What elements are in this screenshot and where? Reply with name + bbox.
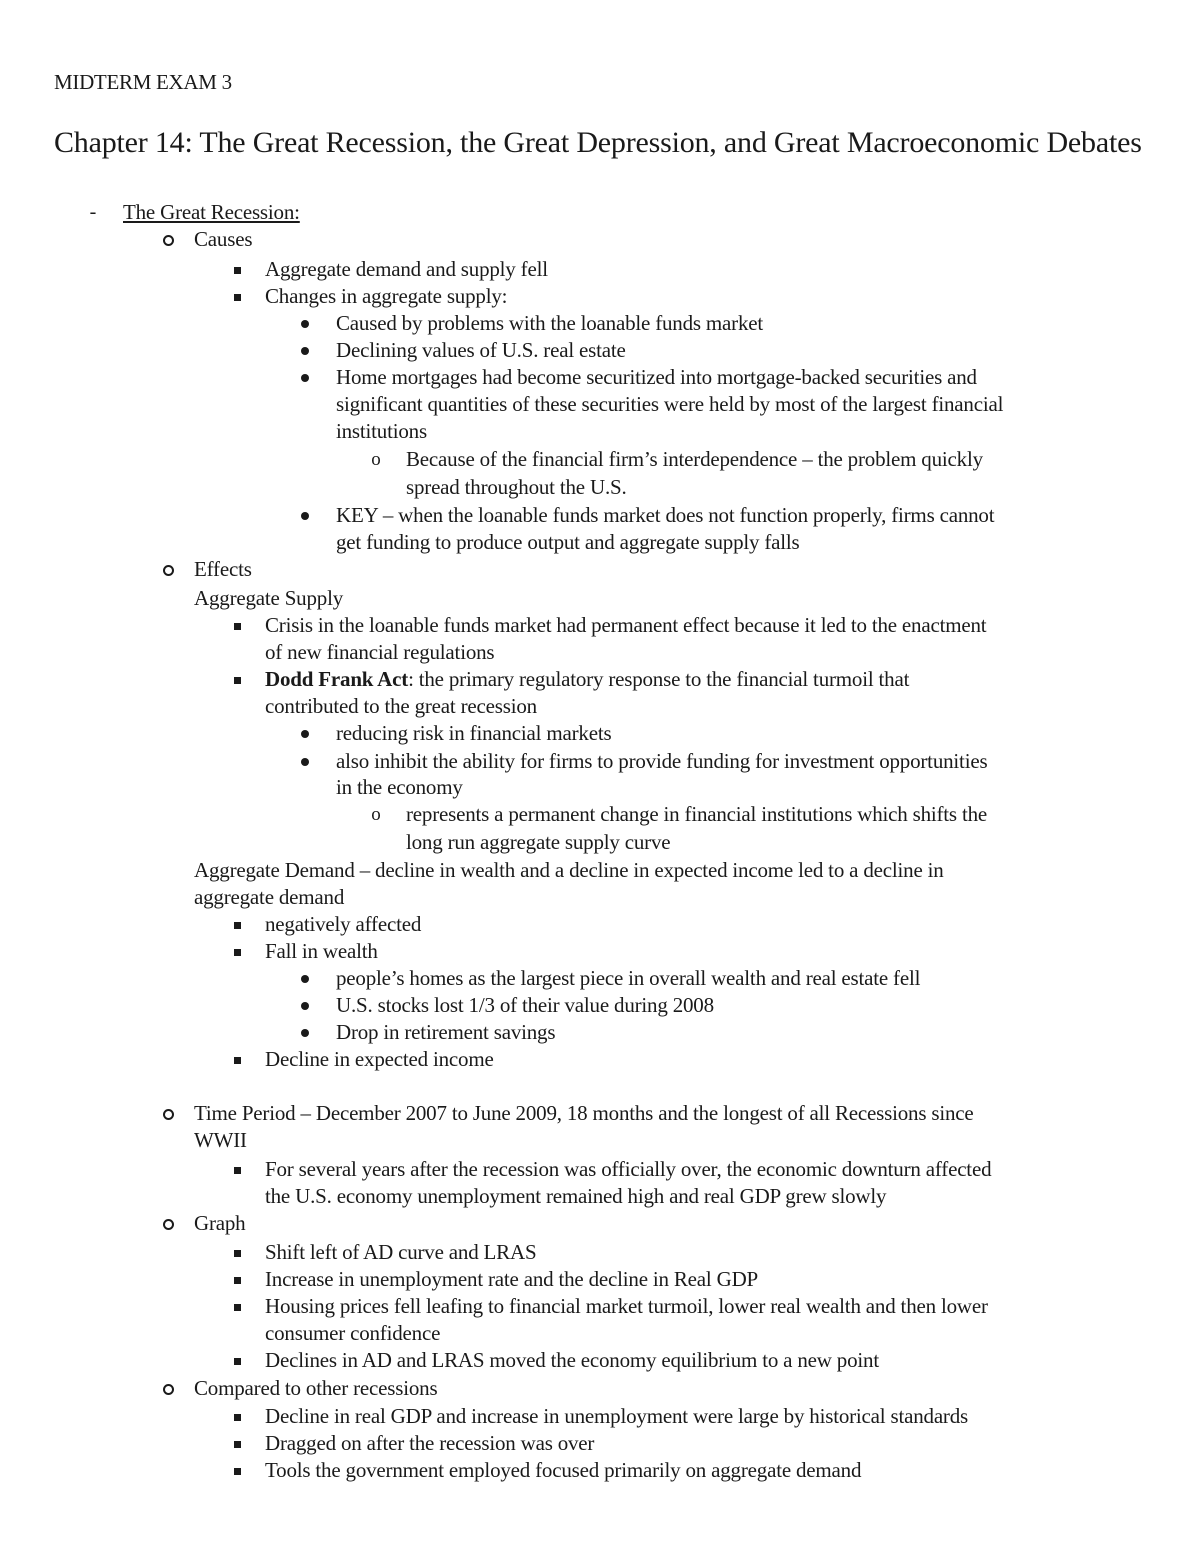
list-item: represents a permanent change in financial institutions which shifts the (406, 802, 988, 826)
subheading: Aggregate Supply (194, 586, 344, 610)
list-item: Caused by problems with the loanable funds market (336, 311, 764, 335)
dot-bullet-icon (296, 502, 314, 529)
exam-title: MIDTERM EXAM 3 (54, 70, 232, 94)
list-item-continued: institutions (336, 419, 427, 443)
compared-label: Compared to other recessions (194, 1376, 438, 1400)
square-bullet-icon (228, 938, 246, 965)
list-item: Increase in unemployment rate and the decline in Real GDP (265, 1267, 759, 1291)
square-bullet-icon (228, 1457, 246, 1484)
square-bullet-icon (228, 911, 246, 938)
square-bullet-icon (228, 666, 246, 693)
list-item: Fall in wealth (265, 939, 378, 963)
o-bullet-icon: o (371, 804, 381, 825)
time-period-label-continued: WWII (194, 1128, 247, 1152)
effects-label: Effects (194, 557, 252, 581)
list-item: Home mortgages had become securitized into mortgage-backed securities and (336, 365, 977, 389)
causes-label: Causes (194, 227, 253, 251)
dot-bullet-icon (296, 992, 314, 1019)
dot-bullet-icon (296, 748, 314, 775)
square-bullet-icon (228, 1156, 246, 1183)
list-item: Housing prices fell leafing to financial market turmoil, lower real wealth and then lower (265, 1294, 988, 1318)
dot-bullet-icon (296, 364, 314, 391)
circle-bullet-icon (159, 556, 177, 583)
list-item: Declining values of U.S. real estate (336, 338, 626, 362)
square-bullet-icon (228, 283, 246, 310)
square-bullet-icon (228, 256, 246, 283)
square-bullet-icon (228, 1239, 246, 1266)
list-item: Tools the government employed focused primarily on aggregate demand (265, 1458, 862, 1482)
section-heading: The Great Recession: (123, 200, 300, 224)
list-item: negatively affected (265, 912, 422, 936)
list-item: people’s homes as the largest piece in overall wealth and real estate fell (336, 966, 921, 990)
list-item-continued: get funding to produce output and aggregate supply falls (336, 530, 800, 554)
list-item: Declines in AD and LRAS moved the economy equilibrium to a new point (265, 1348, 879, 1372)
list-item: reducing risk in financial markets (336, 721, 612, 745)
dot-bullet-icon (296, 965, 314, 992)
list-item: KEY – when the loanable funds market does not function properly, firms cannot (336, 503, 995, 527)
subheading: Aggregate Demand – decline in wealth and a decline in expected income led to a decline in (194, 858, 944, 882)
time-period-label: Time Period – December 2007 to June 2009, 18 months and the longest of all Recessions since (194, 1101, 974, 1125)
list-item-continued: the U.S. economy unemployment remained high and real GDP grew slowly (265, 1184, 887, 1208)
list-item: U.S. stocks lost 1/3 of their value during 2008 (336, 993, 714, 1017)
graph-label: Graph (194, 1211, 246, 1235)
list-item: Drop in retirement savings (336, 1020, 556, 1044)
circle-bullet-icon (159, 1100, 177, 1127)
square-bullet-icon (228, 1403, 246, 1430)
list-item-continued: long run aggregate supply curve (406, 830, 671, 854)
list-item-continued: significant quantities of these securities were held by most of the largest financial (336, 392, 1004, 416)
circle-bullet-icon (159, 1210, 177, 1237)
term-definition: : the primary regulatory response to the financial turmoil that (408, 667, 910, 691)
circle-bullet-icon (159, 1375, 177, 1402)
list-item (265, 666, 909, 693)
circle-bullet-icon (159, 226, 177, 253)
subheading-continued: aggregate demand (194, 885, 345, 909)
list-item: Crisis in the loanable funds market had permanent effect because it led to the enactment (265, 613, 987, 637)
list-item-continued: in the economy (336, 775, 463, 799)
square-bullet-icon (228, 1046, 246, 1073)
square-bullet-icon (228, 1266, 246, 1293)
square-bullet-icon (228, 1293, 246, 1320)
dot-bullet-icon (296, 337, 314, 364)
square-bullet-icon (228, 1430, 246, 1457)
term-bold: Dodd Frank Act (265, 667, 409, 691)
dash-bullet-icon: - (89, 201, 97, 223)
list-item-continued: consumer confidence (265, 1321, 441, 1345)
list-item: Dragged on after the recession was over (265, 1431, 595, 1455)
dot-bullet-icon (296, 720, 314, 747)
list-item: Shift left of AD curve and LRAS (265, 1240, 537, 1264)
list-item-continued: of new financial regulations (265, 640, 495, 664)
list-item: Aggregate demand and supply fell (265, 257, 548, 281)
list-item: For several years after the recession was officially over, the economic downturn affected (265, 1157, 992, 1181)
dot-bullet-icon (296, 310, 314, 337)
chapter-title: Chapter 14: The Great Recession, the Great Depression, and Great Macroeconomic Debates (54, 126, 1142, 159)
list-item-continued: contributed to the great recession (265, 694, 537, 718)
list-item: Decline in real GDP and increase in unemployment were large by historical standards (265, 1404, 968, 1428)
list-item-continued: spread throughout the U.S. (406, 475, 627, 499)
dot-bullet-icon (296, 1019, 314, 1046)
list-item: Changes in aggregate supply: (265, 284, 508, 308)
square-bullet-icon (228, 1347, 246, 1374)
o-bullet-icon: o (371, 449, 381, 470)
list-item: also inhibit the ability for firms to provide funding for investment opportunities (336, 749, 988, 773)
square-bullet-icon (228, 612, 246, 639)
list-item: Because of the financial firm’s interdependence – the problem quickly (406, 447, 983, 471)
list-item: Decline in expected income (265, 1047, 494, 1071)
